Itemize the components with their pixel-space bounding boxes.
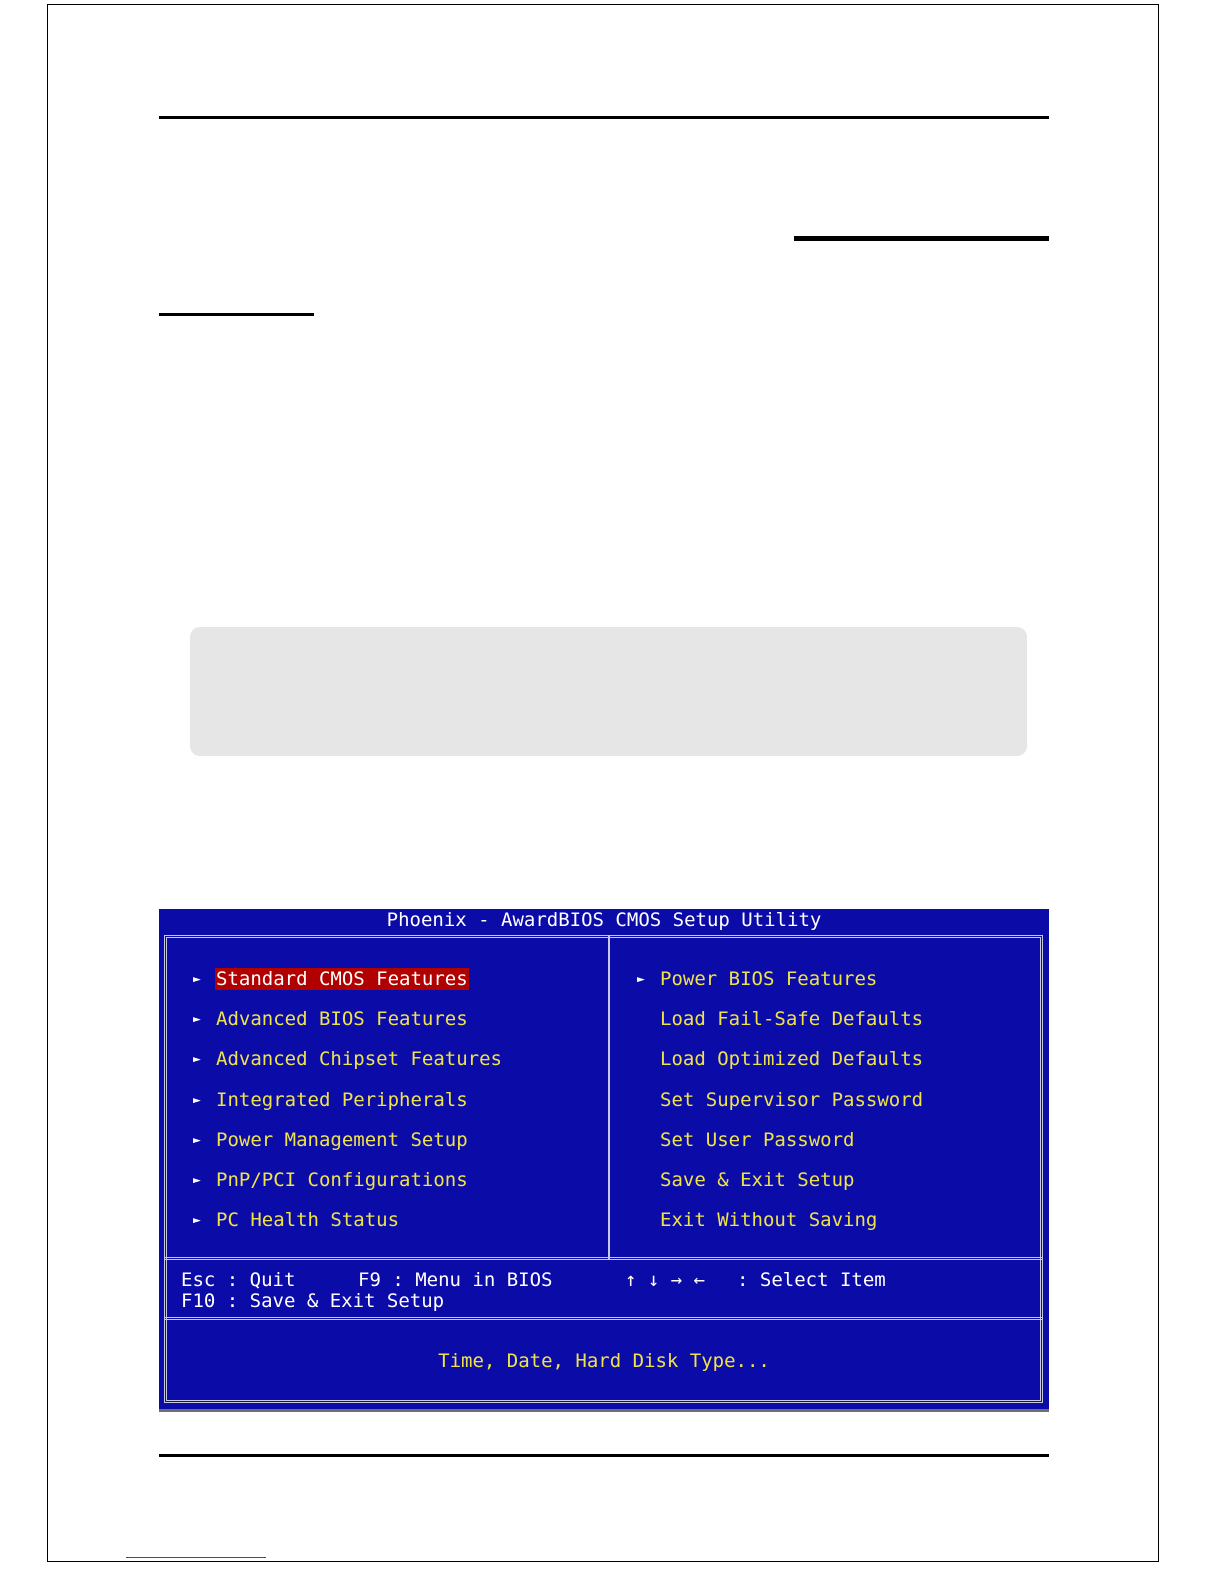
triangle-right-icon: ► xyxy=(193,1213,201,1229)
menu-divider xyxy=(164,1257,1043,1260)
menu-item-standard-cmos-features[interactable] xyxy=(193,965,503,1005)
menu-item-set-supervisor-password[interactable] xyxy=(637,1086,924,1126)
section-rule xyxy=(159,313,314,316)
footer-rule xyxy=(159,1454,1049,1457)
menu-item-power-management-setup[interactable] xyxy=(193,1126,503,1166)
status-description: Time, Date, Hard Disk Type... xyxy=(438,1350,770,1372)
menu-item-label: Exit Without Saving xyxy=(660,1209,878,1232)
header-rule xyxy=(159,116,1049,119)
menu-item-label: Advanced Chipset Features xyxy=(216,1048,502,1071)
triangle-right-icon: ► xyxy=(637,972,645,987)
arrow-keys-icon: ↑ ↓ → ← xyxy=(625,1269,706,1291)
menu-item-label: PnP/PCI Configurations xyxy=(216,1168,468,1191)
menu-item-label: Integrated Peripherals xyxy=(216,1088,468,1111)
menu-item-label: Set User Password xyxy=(660,1128,855,1151)
menu-item-label: Standard CMOS Features xyxy=(216,968,468,990)
menu-item-integrated-peripherals[interactable] xyxy=(193,1086,503,1126)
menu-item-pc-health-status[interactable] xyxy=(193,1206,503,1246)
triangle-right-icon: ► xyxy=(193,1012,201,1028)
triangle-right-icon: ► xyxy=(193,972,201,987)
help-select-item: : Select Item xyxy=(737,1269,886,1291)
menu-item-pnp-pci-configurations[interactable] xyxy=(193,1166,503,1206)
help-esc-quit: Esc : Quit xyxy=(181,1269,296,1291)
help-f9-menu: F9 : Menu in BIOS xyxy=(358,1269,553,1291)
column-divider xyxy=(608,935,610,1260)
menu-item-label: Advanced BIOS Features xyxy=(216,1008,468,1031)
menu-item-load-optimized-defaults[interactable] xyxy=(637,1045,924,1085)
right-menu xyxy=(637,965,924,1246)
menu-item-label: Power BIOS Features xyxy=(660,968,878,990)
menu-item-power-bios-features[interactable] xyxy=(637,965,924,1005)
menu-item-advanced-bios-features[interactable] xyxy=(193,1005,503,1045)
menu-item-label: PC Health Status xyxy=(216,1209,400,1232)
help-divider xyxy=(164,1317,1043,1320)
left-menu xyxy=(193,965,503,1246)
menu-item-save-exit-setup[interactable] xyxy=(637,1166,924,1206)
menu-item-label: Power Management Setup xyxy=(216,1128,468,1151)
note-box xyxy=(190,627,1027,756)
heading-rule xyxy=(794,236,1049,241)
menu-item-set-user-password[interactable] xyxy=(637,1126,924,1166)
triangle-right-icon: ► xyxy=(193,1132,201,1148)
triangle-right-icon: ► xyxy=(193,1092,201,1108)
menu-item-load-fail-safe-defaults[interactable] xyxy=(637,1005,924,1045)
menu-item-label: Save & Exit Setup xyxy=(660,1168,855,1191)
bios-title: Phoenix - AwardBIOS CMOS Setup Utility xyxy=(386,909,822,931)
triangle-right-icon: ► xyxy=(193,1172,201,1188)
menu-item-label: Load Fail-Safe Defaults xyxy=(660,1008,924,1031)
menu-item-advanced-chipset-features[interactable] xyxy=(193,1045,503,1085)
help-f10-save-exit: F10 : Save & Exit Setup xyxy=(181,1290,445,1312)
bios-screen xyxy=(159,909,1049,1412)
triangle-right-icon: ► xyxy=(193,1052,201,1068)
footer-link-underline xyxy=(126,1557,266,1558)
menu-item-label: Load Optimized Defaults xyxy=(660,1048,924,1071)
menu-item-exit-without-saving[interactable] xyxy=(637,1206,924,1246)
menu-item-label: Set Supervisor Password xyxy=(660,1088,924,1111)
